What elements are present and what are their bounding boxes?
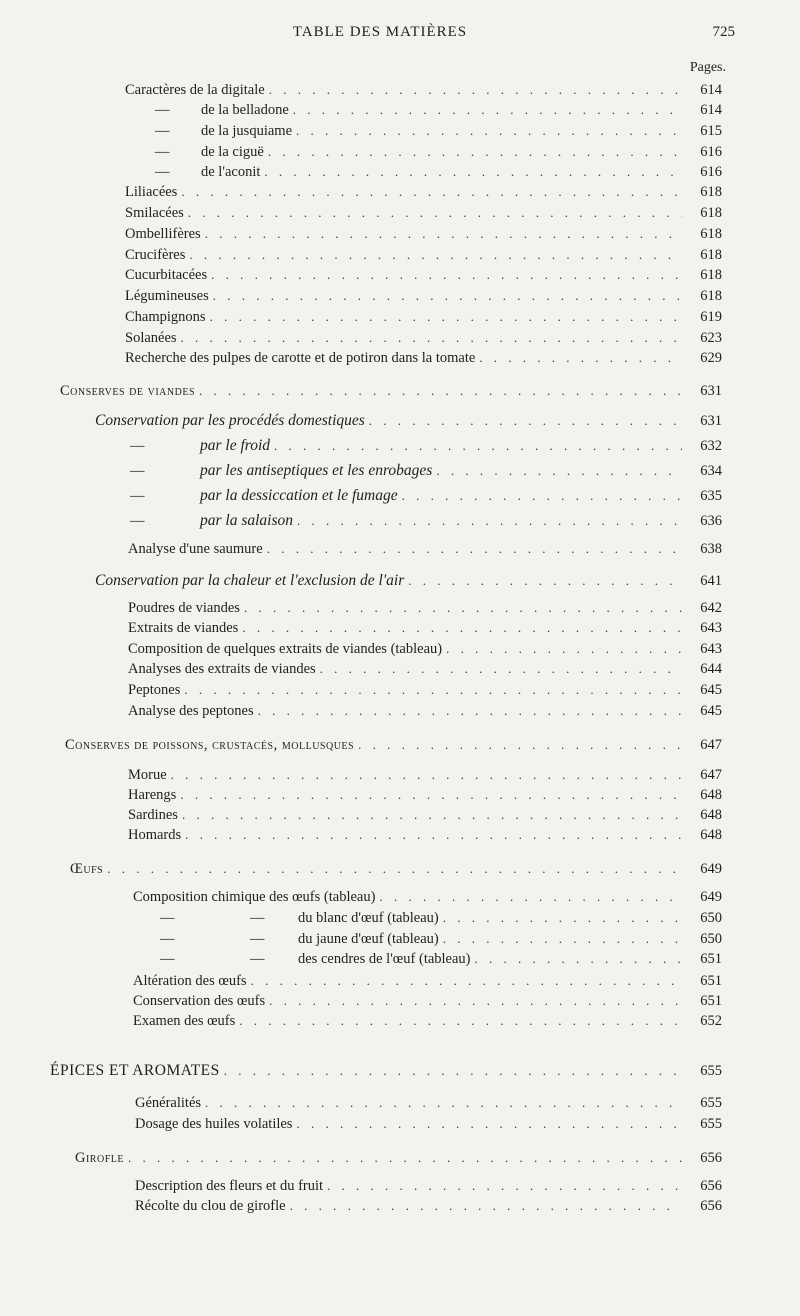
toc-entry-label: Peptones <box>128 682 181 698</box>
pages-column-label: Pages. <box>689 60 726 75</box>
toc-entry <box>125 288 722 308</box>
toc-entry <box>128 541 722 561</box>
leader-dots <box>239 1013 682 1029</box>
toc-entry <box>133 889 722 909</box>
toc-entry <box>125 330 722 350</box>
toc-entry <box>133 993 722 1013</box>
toc-entry-page: 655 <box>700 1063 722 1079</box>
toc-entry-label: Poudres de viandes <box>128 600 240 616</box>
ditto-dash: — <box>160 910 175 926</box>
toc-entry-label: Extraits de viandes <box>128 620 239 636</box>
toc-entry-page: 631 <box>700 413 722 429</box>
toc-entry-page: 618 <box>700 267 722 283</box>
toc-entry-label: Girofle <box>75 1150 124 1166</box>
toc-entry-label: Conservation des œufs <box>133 993 266 1009</box>
toc-entry-label: du jaune d'œuf (tableau) <box>298 931 439 947</box>
leader-dots <box>184 682 682 698</box>
toc-entry-page: 652 <box>700 1013 722 1029</box>
ditto-dash: — <box>250 931 265 947</box>
toc-entry <box>135 1198 722 1218</box>
toc-entry-page: 618 <box>700 226 722 242</box>
leader-dots <box>264 164 682 180</box>
toc-entry-label: des cendres de l'œuf (tableau) <box>298 951 471 967</box>
leader-dots <box>182 807 682 823</box>
leader-dots <box>296 123 682 139</box>
page-title: TABLE DES MATIÈRES <box>292 24 468 40</box>
toc-entry-page: 636 <box>700 513 722 529</box>
toc-entry-page: 614 <box>700 82 722 98</box>
toc-entry-page: 650 <box>700 931 722 947</box>
toc-entry <box>135 1095 722 1115</box>
toc-entry <box>95 412 722 432</box>
toc-entry-label: Conserves de poissons, crustacés, mollusques <box>65 737 355 753</box>
toc-entry-page: 643 <box>700 620 722 636</box>
toc-entry <box>128 620 722 640</box>
leader-dots <box>297 513 682 529</box>
toc-entry <box>135 1116 722 1136</box>
leader-dots <box>189 247 682 263</box>
toc-entry-label: Crucifères <box>125 247 186 263</box>
toc-entry <box>70 861 722 881</box>
toc-entry-page: 648 <box>700 807 722 823</box>
leader-dots <box>205 226 682 242</box>
toc-entry <box>128 641 722 661</box>
ditto-dash: — <box>160 931 175 947</box>
ditto-dash: — <box>130 438 145 454</box>
toc-entry <box>128 767 722 787</box>
leader-dots <box>258 703 682 719</box>
running-head <box>0 22 800 46</box>
toc-entry <box>130 512 722 532</box>
toc-entry <box>95 572 722 592</box>
leader-dots <box>475 951 682 967</box>
leader-dots <box>320 661 682 677</box>
leader-dots <box>171 767 682 783</box>
toc-entry-page: 623 <box>700 330 722 346</box>
toc-entry <box>155 144 722 164</box>
toc-entry <box>130 437 722 457</box>
leader-dots <box>408 573 682 589</box>
toc-entry <box>135 1178 722 1198</box>
toc-entry <box>125 205 722 225</box>
toc-entry-label: Altération des œufs <box>133 973 247 989</box>
leader-dots <box>205 1095 682 1111</box>
toc-entry <box>125 350 722 370</box>
leader-dots <box>446 641 682 657</box>
toc-entry-label: Morue <box>128 767 167 783</box>
toc-entry-label: Composition de quelques extraits de viandes (tableau) <box>128 641 443 657</box>
leader-dots <box>188 205 682 221</box>
toc-entry-page: 618 <box>700 184 722 200</box>
toc-entry-page: 656 <box>700 1178 722 1194</box>
toc-entry-label: Cucurbitacées <box>125 267 208 283</box>
leader-dots <box>128 1150 682 1166</box>
toc-entry-label: Recherche des pulpes de carotte et de potiron dans la tomate <box>125 350 476 366</box>
toc-entry-label: Œufs <box>70 861 104 877</box>
leader-dots <box>242 620 682 636</box>
toc-entry-page: 650 <box>700 910 722 926</box>
ditto-dash: — <box>160 951 175 967</box>
toc-entry-page: 656 <box>700 1150 722 1166</box>
toc-entry-page: 619 <box>700 309 722 325</box>
toc-entry-page: 616 <box>700 164 722 180</box>
toc-entry-page: 635 <box>700 488 722 504</box>
toc-entry-page: 649 <box>700 861 722 877</box>
toc-entry <box>125 309 722 329</box>
leader-dots <box>268 144 682 160</box>
toc-entry-page: 618 <box>700 247 722 263</box>
toc-entry-label: Ombellifères <box>125 226 201 242</box>
toc-entry-page: 615 <box>700 123 722 139</box>
toc-entry-label: Généralités <box>135 1095 202 1111</box>
ditto-dash: — <box>130 488 145 504</box>
toc-entry <box>125 184 722 204</box>
leader-dots <box>251 973 682 989</box>
toc-entry <box>155 102 722 122</box>
ditto-dash: — <box>155 102 170 118</box>
ditto-dash: — <box>130 463 145 479</box>
ditto-dash: — <box>155 123 170 139</box>
toc-entry-page: 648 <box>700 787 722 803</box>
leader-dots <box>369 413 682 429</box>
leader-dots <box>213 288 682 304</box>
ditto-dash: — <box>155 164 170 180</box>
toc-entry-page: 641 <box>700 573 722 589</box>
toc-entry-label: Analyse d'une saumure <box>128 541 263 557</box>
leader-dots <box>185 827 682 843</box>
ditto-dash: — <box>155 144 170 160</box>
leader-dots <box>379 889 682 905</box>
leader-dots <box>210 309 682 325</box>
toc-entry-page: 634 <box>700 463 722 479</box>
toc-entry-label: Conservation par la chaleur et l'exclusion de l'air <box>95 572 405 589</box>
toc-entry-label: Solanées <box>125 330 177 346</box>
leader-dots <box>180 787 682 803</box>
toc-entry-page: 618 <box>700 288 722 304</box>
toc-entry-page: 645 <box>700 682 722 698</box>
toc-entry <box>125 247 722 267</box>
toc-entry <box>125 226 722 246</box>
toc-entry-page: 618 <box>700 205 722 221</box>
toc-entry-page: 651 <box>700 973 722 989</box>
toc-entry-page: 643 <box>700 641 722 657</box>
toc-entry-label: Analyses des extraits de viandes <box>128 661 316 677</box>
toc-entry-page: 647 <box>700 767 722 783</box>
toc-entry-label: Examen des œufs <box>133 1013 236 1029</box>
toc-entry <box>75 1150 722 1170</box>
toc-entry-label: Homards <box>128 827 182 843</box>
toc-entry-page: 655 <box>700 1095 722 1111</box>
toc-entry-page: 616 <box>700 144 722 160</box>
toc-entry-label: Description des fleurs et du fruit <box>135 1178 324 1194</box>
toc-entry <box>130 487 722 507</box>
toc-entry-label: Conservation par les procédés domestiques <box>95 412 365 429</box>
leader-dots <box>181 184 682 200</box>
toc-entry-label: par la salaison <box>200 512 294 529</box>
toc-entry-label: Composition chimique des œufs (tableau) <box>133 889 376 905</box>
toc-entry-page: 614 <box>700 102 722 118</box>
toc-entry-label: Conserves de viandes <box>60 383 196 399</box>
toc-entry-page: 632 <box>700 438 722 454</box>
toc-entry-label: de l'aconit <box>201 164 261 180</box>
leader-dots <box>402 488 682 504</box>
toc-entry-page: 645 <box>700 703 722 719</box>
leader-dots <box>181 330 682 346</box>
page-number: 725 <box>712 24 735 40</box>
ditto-dash: — <box>130 513 145 529</box>
leader-dots <box>211 267 682 283</box>
toc-entry-label: Harengs <box>128 787 177 803</box>
toc-entry-label: ÉPICES ET AROMATES <box>50 1062 220 1079</box>
leader-dots <box>327 1178 682 1194</box>
toc-entry <box>160 931 722 951</box>
toc-entry-label: Sardines <box>128 807 178 823</box>
toc-entry <box>128 600 722 620</box>
leader-dots <box>274 438 682 454</box>
leader-dots <box>358 737 682 753</box>
toc-entry <box>160 910 722 930</box>
leader-dots <box>296 1116 682 1132</box>
toc-entry <box>50 1062 722 1082</box>
toc-entry <box>128 682 722 702</box>
toc-entry <box>65 737 722 757</box>
toc-entry-label: du blanc d'œuf (tableau) <box>298 910 439 926</box>
toc-entry-page: 655 <box>700 1116 722 1132</box>
toc-entry-label: Smilacées <box>125 205 184 221</box>
leader-dots <box>479 350 682 366</box>
toc-entry <box>130 462 722 482</box>
toc-entry-page: 651 <box>700 993 722 1009</box>
toc-entry-label: Liliacées <box>125 184 178 200</box>
leader-dots <box>269 82 682 98</box>
toc-entry-label: Champignons <box>125 309 206 325</box>
toc-entry <box>125 267 722 287</box>
toc-entry <box>60 383 722 403</box>
toc-entry-page: 651 <box>700 951 722 967</box>
leader-dots <box>107 861 682 877</box>
toc-entry <box>125 82 722 102</box>
toc-entry-label: de la jusquiame <box>201 123 293 139</box>
toc-entry-page: 638 <box>700 541 722 557</box>
toc-entry-page: 649 <box>700 889 722 905</box>
toc-entry <box>133 1013 722 1033</box>
toc-entry-page: 631 <box>700 383 722 399</box>
toc-entry-label: Récolte du clou de girofle <box>135 1198 286 1214</box>
toc-entry <box>128 703 722 723</box>
toc-entry <box>155 164 722 184</box>
toc-entry <box>128 807 722 827</box>
toc-entry-label: par la dessiccation et le fumage <box>200 487 398 504</box>
toc-entry <box>160 951 722 971</box>
toc-entry-label: par les antiseptiques et les enrobages <box>200 462 433 479</box>
toc-entry-label: Caractères de la digitale <box>125 82 265 98</box>
toc-entry-page: 647 <box>700 737 722 753</box>
leader-dots <box>290 1198 682 1214</box>
toc-entry-label: par le froid <box>200 437 271 454</box>
leader-dots <box>436 463 682 479</box>
toc-entry-page: 642 <box>700 600 722 616</box>
toc-entry <box>128 787 722 807</box>
toc-entry <box>128 827 722 847</box>
toc-entry-label: Légumineuses <box>125 288 209 304</box>
leader-dots <box>269 993 682 1009</box>
toc-entry-page: 644 <box>700 661 722 677</box>
leader-dots <box>267 541 682 557</box>
toc-entry <box>128 661 722 681</box>
leader-dots <box>244 600 682 616</box>
leader-dots <box>443 910 682 926</box>
ditto-dash: — <box>250 910 265 926</box>
toc-entry-label: de la ciguë <box>201 144 264 160</box>
toc-entry-page: 629 <box>700 350 722 366</box>
leader-dots <box>199 383 682 399</box>
ditto-dash: — <box>250 951 265 967</box>
leader-dots <box>293 102 682 118</box>
toc-entry-label: Analyse des peptones <box>128 703 254 719</box>
toc-entry-page: 648 <box>700 827 722 843</box>
toc-entry-label: Dosage des huiles volatiles <box>135 1116 293 1132</box>
toc-entry <box>133 973 722 993</box>
leader-dots <box>224 1063 682 1079</box>
toc-entry <box>155 123 722 143</box>
leader-dots <box>443 931 682 947</box>
toc-entry-page: 656 <box>700 1198 722 1214</box>
toc-entry-label: de la belladone <box>201 102 289 118</box>
